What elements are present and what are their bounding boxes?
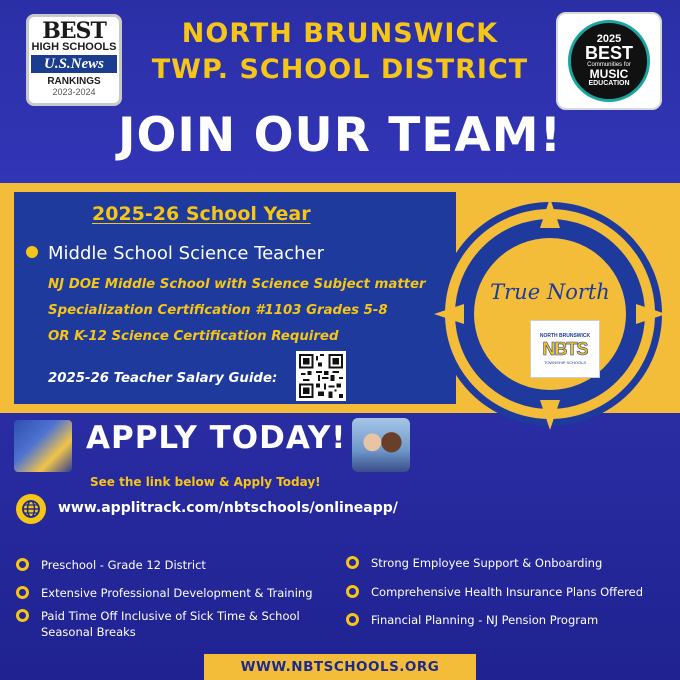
nbts-logo <box>530 320 600 378</box>
ring-bullet-icon <box>16 558 29 571</box>
benefit-item <box>16 585 313 601</box>
salary-guide-label: 2025-26 Teacher Salary Guide: <box>48 371 278 386</box>
badge-best-text: BEST <box>42 18 106 44</box>
school-year-heading: 2025-26 School Year <box>92 203 311 225</box>
job-title: Middle School Science Teacher <box>48 243 324 264</box>
requirement-line-2: Specialization Certification #1103 Grades 5-8 <box>48 303 388 318</box>
ring-bullet-icon <box>16 586 29 599</box>
benefit-text: Preschool - Grade 12 District <box>41 558 206 572</box>
benefit-item <box>16 608 316 640</box>
globe-glyph-icon <box>21 499 41 519</box>
namm-education: EDUCATION <box>588 80 630 87</box>
apply-link[interactable]: www.applitrack.com/nbtschools/onlineapp/ <box>58 500 398 516</box>
district-line-2: TWP. SCHOOL DISTRICT <box>151 54 529 85</box>
benefit-text: Extensive Professional Development & Training <box>41 586 313 600</box>
benefit-text: Comprehensive Health Insurance Plans Offered <box>371 585 644 599</box>
bullet-icon <box>26 246 38 258</box>
ring-bullet-icon <box>346 585 359 598</box>
benefit-item <box>346 584 643 600</box>
benefit-item <box>346 555 602 571</box>
see-link-text: See the link below & Apply Today! <box>90 475 321 489</box>
logo-top-text: NORTH BRUNSWICK <box>539 333 591 339</box>
website-link[interactable]: WWW.NBTSCHOOLS.ORG <box>204 654 476 680</box>
headline: JOIN OUR TEAM! <box>117 108 563 163</box>
benefit-text: Financial Planning - NJ Pension Program <box>371 613 599 627</box>
ring-bullet-icon <box>346 556 359 569</box>
job-requirements <box>48 272 458 350</box>
ring-bullet-icon <box>346 613 359 626</box>
benefit-text: Strong Employee Support & Onboarding <box>371 556 603 570</box>
requirement-line-3: OR K-12 Science Certification Required <box>48 329 339 344</box>
apply-today-heading: APPLY TODAY! <box>86 420 347 456</box>
logo-mark-text: NBTS <box>542 339 588 359</box>
namm-best: BEST <box>584 43 633 63</box>
namm-badge <box>556 12 662 110</box>
logo-bottom-text: TOWNSHIP SCHOOLS <box>543 360 587 365</box>
badge-high-schools-text: HIGH SCHOOLS <box>31 41 117 53</box>
badge-years-text: 2023-2024 <box>52 87 96 97</box>
true-north-motto: True North <box>490 280 610 304</box>
namm-music: MUSIC <box>589 67 629 81</box>
badge-brand-text: U.S.News <box>31 55 117 73</box>
namm-seal <box>568 20 650 102</box>
students-photo <box>352 418 410 472</box>
compass-icon <box>432 196 668 432</box>
globe-icon <box>16 494 46 524</box>
namm-year: 2025 <box>596 33 622 45</box>
us-news-badge <box>26 14 122 106</box>
benefit-item <box>16 557 206 573</box>
graduates-photo <box>14 420 72 472</box>
district-line-1: NORTH BRUNSWICK <box>181 18 499 49</box>
namm-communities: Communities for <box>587 62 631 68</box>
benefit-text: Paid Time Off Inclusive of Sick Time & School Seasonal Breaks <box>41 609 300 639</box>
requirement-line-1: NJ DOE Middle School with Science Subject matter <box>48 277 426 292</box>
district-title <box>140 16 540 88</box>
benefit-item <box>346 612 598 628</box>
qr-code-icon[interactable] <box>296 351 346 401</box>
badge-rankings-text: RANKINGS <box>47 76 101 87</box>
ring-bullet-icon <box>16 609 29 622</box>
